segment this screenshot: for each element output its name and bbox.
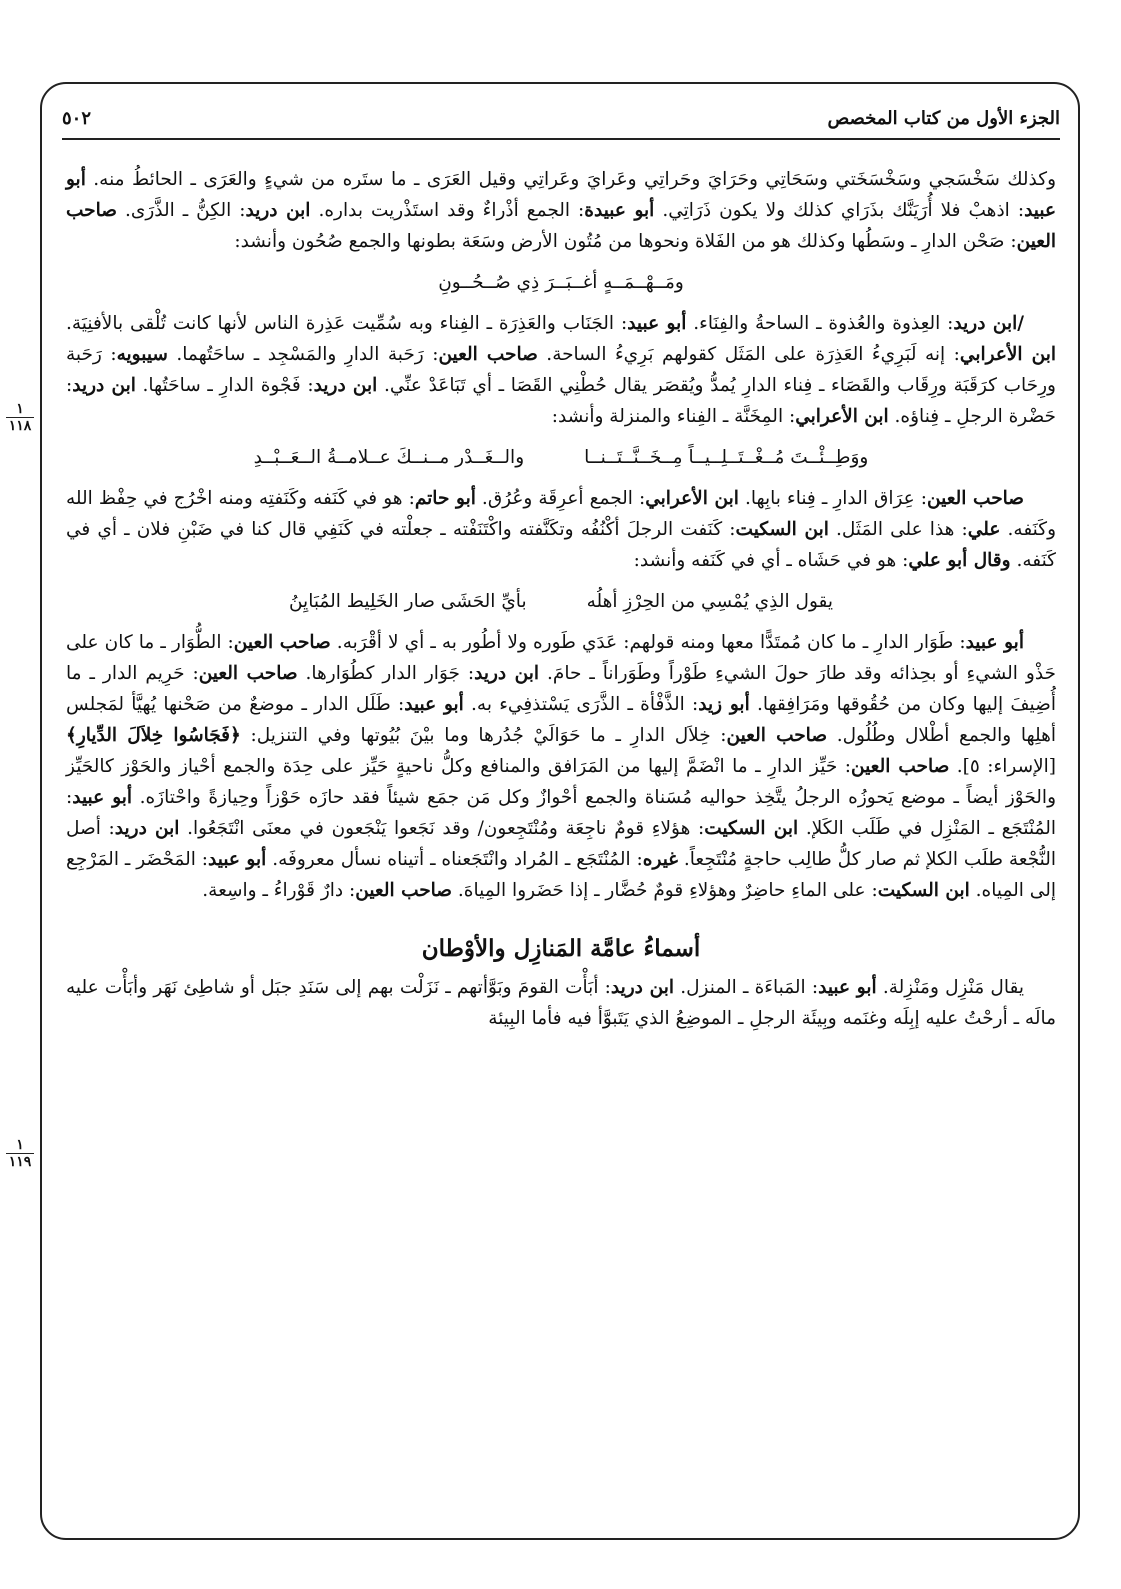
speaker-name: سيبويه [116,344,168,365]
text-run: : خِلاَل الدارِ ـ ما حَوَالَيْ جُدُرها وما بيْنَ بُيُوتها وفي التنزيل: [240,725,727,746]
text-run: : دارٌ قَوْراءُ ـ واسِعة. [202,880,356,901]
speaker-name: ابن السكيت [704,818,799,839]
speaker-name: وقال أبو علي [908,550,1011,571]
text-run: : حَرِيم الدار ـ ما أُضِيفَ إليها وكان من حُقُوقها ومَرَافِقها. [66,663,1056,715]
page-number: ٥٠٢ [62,108,92,129]
speaker-name: صاحب العين [66,200,1056,252]
text-run: : المُنْتَجَع ـ المَنْزِل في طَلَب الكَلإ. [66,787,1056,839]
speaker-name: صاحب العين [233,632,331,653]
verse-second-hemistich: والــغَــدْر مــنــكَ عــلامــةُ الــعَــبْــدِ [253,447,525,468]
text-run: : العِذوة والعُذوة ـ الساحةُ والفِنَاء. [686,313,954,334]
speaker-name: أبو عبيدة [584,200,655,221]
verse-line: ومَــهْــمَــهٍ أغــبَــرَ ذِي صُــحُــونِ [438,272,684,293]
text-run: يقال مَنْزِل ومَنْزِلة. [876,977,1024,998]
speaker-name: أبو عبيد [627,313,687,334]
speaker-name: ابن السكيت [735,519,829,540]
text-run: : على الماءِ حاضِرٌ وهؤلاءِ قومٌ حُضَّار ـ إذا حَضَروا المِياهَ. [452,880,878,901]
speaker-name: غيره [642,849,678,870]
text-run: : هذا على المَثَل. [828,519,968,540]
margin-reference [6,402,34,433]
speaker-name: أبو عبيد [965,632,1024,653]
text-run: : إنه لَبَرِيءُ العَذِرَة على المَثَل كقولهم بَرِيءُ الساحة. [537,344,960,365]
text-run: : حَيِّز الدارِ ـ ما انْضَمَّ إليها من المَرَافق والمنافع وكلُّ ناحيةٍ حَيِّز على حِدَة والجمع أحْياز والحَوْز كالحَيِّز والحَوْز أيضاً ـ موضع يَحوزُه الرجلُ يتَّخِذ حواليه مُسَناة والجمع أحْوازٌ وكل مَن جمَع شيئاً فقد حازَه حَوْزاً وحِيازةً واحْتازَه. [66,756,1056,808]
speaker-name: ابن دريد [610,977,675,998]
speaker-name: أبو زيد [698,694,750,715]
paragraph [66,483,1056,576]
speaker-name: ابن الأعرابي [959,344,1056,365]
text-run: : المَباءَة ـ المنزل. [674,977,819,998]
speaker-name: صاحب العين [355,880,453,901]
text-run: : جَوَار الدار كطُوَارها. [297,663,475,684]
text-run: : أبَأْت القومَ وبَوَّأتهم ـ نَزَلْت بهم إلى سَنَدِ جبَل أو شاطِئ نَهَر وأبَأْت عليه مالَه ـ أرحْتُ عليه إبِلَه وغنَمه وبِيئَة الرجلِ ـ الموضِعُ الذي يَتَبوَّأ فيه فأما البِيئة [66,977,1056,1029]
text-run: : أصل النُّجْعة طلَب الكلإ ثم صار كلُّ طالِب حاجةٍ مُنْتَجِعاً. [66,818,1057,870]
speaker-name: ابن دريد [114,818,180,839]
speaker-name: أبو عبيد [72,787,133,808]
speaker-name: ابن الأعرابي [645,488,739,509]
paragraph [66,164,1056,257]
text-run: : رَحَبة ورِحَاب كرَقَبَة ورِقَاب والقَصَاء ـ فِناء الدارِ يُمدُّ ويُقصَر يقال حُطْنِي القَصَا ـ أي تَبَاعَدْ عنِّي. [66,344,1056,396]
running-title: الجزء الأول من كتاب المخصص [827,108,1060,129]
text-run: : هؤلاءِ قومٌ ناجِعَة ومُنْتَجِعون/ وقد نَجَعوا يَنْجَعون في معنَى انْتَجَعُوا. [179,818,705,839]
text-run: : المُنْتَجَع ـ المُراد وانْتَجَعناه ـ أتيناه نسأل معروفَه. [266,849,643,870]
text-run: : الكِنُّ ـ الذَّرَى. [116,200,246,221]
text-run: : اذهبْ فلا أُرَيَنَّك بذَرَاي كذلك ولا يكون ذَرَاتِي. [654,200,1025,221]
text-run: : رَحَبة الدارِ والمَسْجِد ـ ساحَتُهما. [167,344,439,365]
speaker-name: أبو عبيد [66,169,1056,221]
text-run: : صَحْن الدارِ ـ وسَطُها وكذلك هو من الفَلاة ونحوها من مُتُون الأرض وسَعَة بطونها والجمع صُحُون وأنشد: [234,231,1017,252]
text-run: وكذلك سَخْسَجي وسَخْسَخَتي وسَحَاتِي وحَرَايَ وحَراتِي وعَرايَ وعَراتِي وقيل العَرَى ـ ما ستَره من شيءٍ والعَرَى ـ الحائطُ منه. [85,169,1056,190]
speaker-name: ابن الأعرابي [795,406,889,427]
text-run: : طَوَار الدارِ ـ ما كان مُمتَدًّا معها ومنه قولهم: عَدَي طَوره ولا أطُور به ـ أي لا أقْرَبه. [330,632,966,653]
verse-couplet [66,442,1056,473]
speaker-name: أبو عبيد [208,849,267,870]
speaker-name: أبو حاتم [414,488,476,509]
speaker-name: صاحب العين [198,663,298,684]
text-run: : فَجْوة الدارِ ـ ساحَتُها. [135,375,314,396]
text-run: : الجمع أذْراءٌ وقد استَذْريت بداره. [310,200,585,221]
speaker-name: صاحب العين [927,488,1024,509]
text-run: : الجمع أعرِقَة وعُرُق. [475,488,646,509]
verse-second-hemistich: بأيِّ الحَشَى صار الخَلِيط المُبَايِنُ [288,591,527,612]
speaker-name: /ابن دريد [953,313,1025,334]
text-run: : كَنَفت الرجلَ أكْنُفُه وتكَنَّفته واكْتَنَفْته ـ جعلْته في كَنَفِي قال كنا في ضَبْنِ فلان ـ أي في كَنَفه. [66,519,1056,571]
verse-first-hemistich: يقول الذِي يُمْسِي من الحِرْزِ أهلُه [586,591,834,612]
text-run: : الطُّوَار ـ ما كان على حَذْو الشيءِ أو بحِذائه وقد طارَ حولَ الشيءِ طَوْراً وطَوَراناً ـ حامَ. [66,632,1056,684]
text-run: : طَلَل الدار ـ موضعٌ من صَحْنها يُهيَّأ لمَجلس أهلِها والجمع أطْلال وطُلُول. [66,694,1056,746]
margin-reference-part: ١ [6,1138,34,1154]
speaker-name: ابن دريد [313,375,378,396]
page-body [66,164,1056,1034]
text-run: : الجَنَاب والعَذِرَة ـ الفِناء وبه سُمِّيت عَذِرة الناس لأنها كانت تُلْقى بالأفنِيَة. [66,313,628,334]
margin-reference-folio: ١١٩ [8,1154,32,1170]
text-run: : الذَّفْأة ـ الذَّرَى يَسْتذفِيء به. [463,694,699,715]
text-run: : هو في كَنَفه وكَنَفتِه ومنه اخْرُج في حِفْظ الله وكَنَفه. [66,488,1057,540]
speaker-name: علي [967,519,1001,540]
section-heading: أسماءُ عامَّة المَنازِل والأوْطان [421,935,701,962]
speaker-name: صاحب العين [726,725,828,746]
margin-reference-folio: ١١٨ [8,418,32,434]
text-run: : حَضْرة الرجلِ ـ فِناؤه. [66,375,1056,427]
verse-first-hemistich: ووَطِــئْــتَ مُــغْــتَــلِــيــاً مِــخَــنَّــتَــنــا [584,447,869,468]
speaker-name: ابن دريد [245,200,311,221]
paragraph [66,627,1056,906]
speaker-name: أبو عبيد [818,977,877,998]
speaker-name: صاحب العين [850,756,950,777]
text-run: : المَحْضَر ـ المَرْجِع إلى المِياه. [66,849,1056,901]
text-run: [الإسراء: ٥]. [949,756,1056,777]
speaker-name: ابن دريد [72,375,136,396]
speaker-name: ابن السكيت [877,880,970,901]
verse-couplet [66,586,1056,617]
running-header [62,104,1060,140]
margin-reference-part: ١ [6,402,34,418]
text-run: : هو في حَشَاه ـ أي في كَنَفه وأنشد: [633,550,909,571]
speaker-name: ﴿فَجَاسُوا خِلاَلَ الدِّيارِ﴾ [66,725,241,746]
paragraph [66,308,1056,432]
paragraph [66,972,1056,1034]
speaker-name: صاحب العين [438,344,538,365]
margin-reference [6,1138,34,1169]
text-run: : عِرَاق الدارِ ـ فِناء بابِها. [738,488,928,509]
text-run: : المِخَنَّة ـ الفِناء والمنزلة وأنشد: [551,406,796,427]
speaker-name: ابن دريد [474,663,540,684]
speaker-name: أبو عبيد [404,694,464,715]
